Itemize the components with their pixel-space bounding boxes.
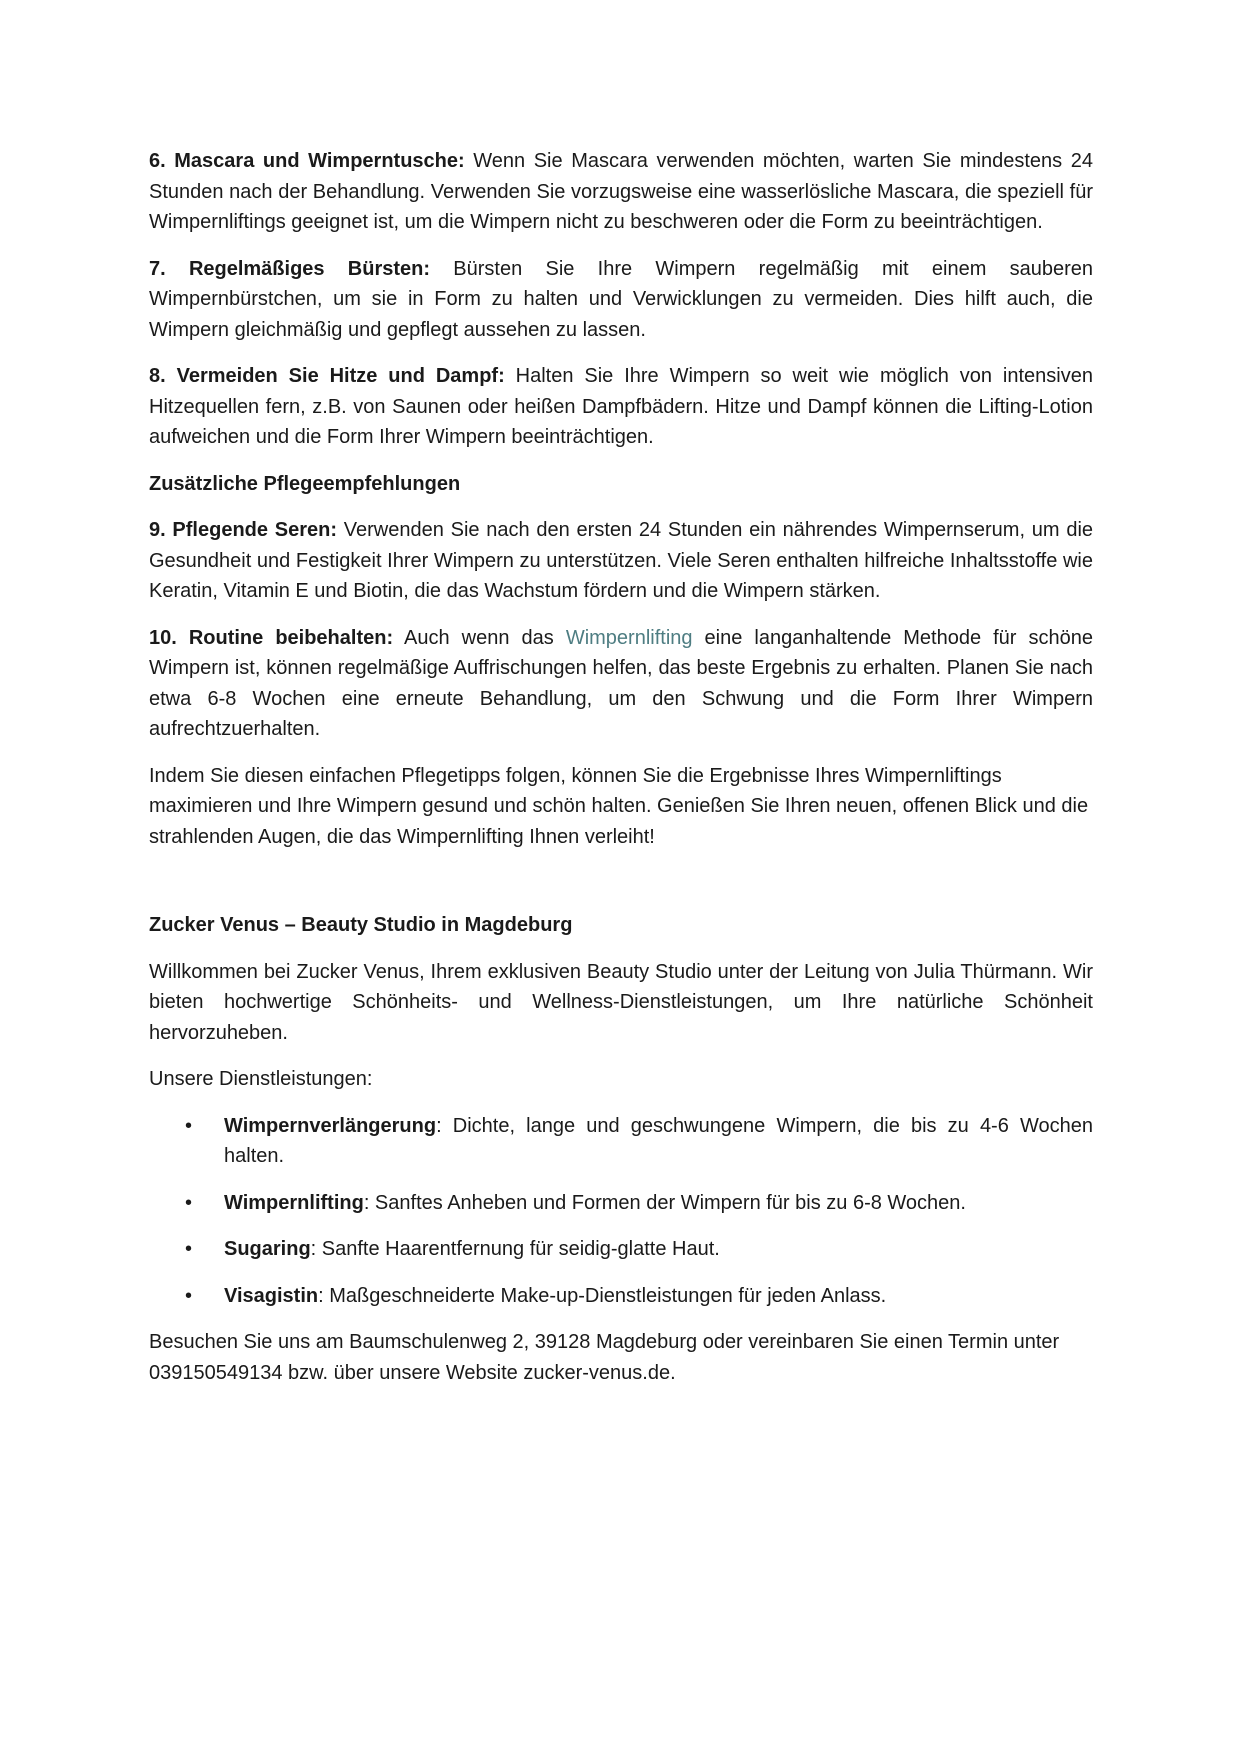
studio-intro: Willkommen bei Zucker Venus, Ihrem exklusiven Beauty Studio unter der Leitung von Julia Thürmann. Wir bieten hochwertige Schönheits- und Wellness-Dienstleistungen, um Ihre natürliche Schönheit hervorzuheben. (149, 960, 1093, 1044)
list-item (149, 1111, 1093, 1172)
services-list (149, 1111, 1093, 1312)
studio-contact: Besuchen Sie uns am Baumschulenweg 2, 39128 Magdeburg oder vereinbaren Sie einen Termin unter 039150549134 bzw. über unsere Website zucker-venus.de. (149, 1331, 1060, 1384)
service-desc: : Sanfte Haarentfernung für seidig-glatte Haut. (310, 1238, 720, 1260)
service-name: Wimpernlifting (224, 1191, 364, 1214)
document-page (149, 146, 1093, 1404)
paragraph-routine (149, 623, 1093, 745)
paragraph-label: 10. Routine beibehalten: (149, 626, 394, 649)
paragraph-label: 7. Regelmäßiges Bürsten: (149, 257, 431, 280)
paragraph-brushing (149, 254, 1093, 346)
paragraph-text: Auch wenn das (393, 626, 566, 649)
service-name: Sugaring (224, 1238, 311, 1260)
paragraph-serums (149, 515, 1093, 607)
paragraph-mascara (149, 146, 1093, 238)
bullet-icon: • (185, 1191, 193, 1214)
paragraph-label: 6. Mascara und Wimperntusche: (149, 150, 465, 172)
paragraph-label: 9. Pflegende Seren: (149, 519, 338, 541)
service-desc: : Sanftes Anheben und Formen der Wimpern für bis zu 6-8 Wochen. (363, 1191, 966, 1214)
list-item (149, 1281, 1093, 1312)
services-label: Unsere Dienstleistungen: (149, 1068, 373, 1090)
paragraph-text: eine langanhaltende Methode für schöne Wimpern ist, können regelmäßige Auffrischungen helfen, das beste Ergebnis zu erhalten. Planen Sie nach etwa 6-8 Wochen eine erneute Behandlung, um den Schwung und die Form Ihrer Wimpern aufrechtzuerhalten. (149, 626, 1093, 740)
paragraph-text: Halten Sie Ihre Wimpern so weit wie möglich von intensiven Hitzequellen fern, z.B. von Saunen oder heißen Dampfbädern. Hitze und Dampf können die Lifting-Lotion aufweichen und die Form Ihrer Wimpern beeinträchtigen. (149, 365, 1093, 448)
paragraph-heat (149, 361, 1093, 453)
paragraph-label: 8. Vermeiden Sie Hitze und Dampf: (149, 365, 505, 387)
service-desc: : Maßgeschneiderte Make-up-Dienstleistungen für jeden Anlass. (318, 1284, 887, 1307)
paragraph-text: Wenn Sie Mascara verwenden möchten, warten Sie mindestens 24 Stunden nach der Behandlung. Verwenden Sie vorzugsweise eine wasserlösliche Mascara, die speziell für Wimpernliftings geeignet ist, um die Wimpern nicht zu beschweren oder die Form zu beeinträchtigen. (149, 150, 1093, 233)
paragraph-text: Bürsten Sie Ihre Wimpern regelmäßig mit einem sauberen Wimpernbürstchen, um sie in Form zu halten und Verwicklungen zu vermeiden. Dies hilft auch, die Wimpern gleichmäßig und gepflegt aussehen zu lassen. (149, 257, 1094, 341)
service-name: Visagistin (224, 1284, 319, 1307)
section-heading-extra-care: Zusätzliche Pflegeempfehlungen (149, 472, 461, 495)
service-name: Wimpernverlängerung (224, 1114, 437, 1137)
bullet-icon: • (185, 1238, 193, 1260)
paragraph-closing: Indem Sie diesen einfachen Pflegetipps folgen, können Sie die Ergebnisse Ihres Wimpernliftings maximieren und Ihre Wimpern gesund und schön halten. Genießen Sie Ihren neuen, offenen Blick und die strahlenden Augen, die das Wimpernlifting Ihnen verleiht! (149, 764, 1089, 848)
bullet-icon: • (185, 1114, 193, 1137)
bullet-icon: • (185, 1284, 193, 1307)
section-spacer (149, 868, 1093, 910)
list-item (149, 1188, 1093, 1219)
service-desc: : Dichte, lange und geschwungene Wimpern, die bis zu 4-6 Wochen halten. (224, 1114, 1093, 1167)
studio-heading: Zucker Venus – Beauty Studio in Magdeburg (149, 914, 573, 936)
list-item (149, 1234, 1093, 1265)
paragraph-text: Verwenden Sie nach den ersten 24 Stunden ein nährendes Wimpernserum, um die Gesundheit und Festigkeit Ihrer Wimpern zu unterstützen. Viele Seren enthalten hilfreiche Inhaltsstoffe wie Keratin, Vitamin E und Biotin, die das Wachstum fördern und die Wimpern stärken. (149, 519, 1094, 602)
wimpernlifting-link[interactable]: Wimpernlifting (565, 626, 693, 649)
